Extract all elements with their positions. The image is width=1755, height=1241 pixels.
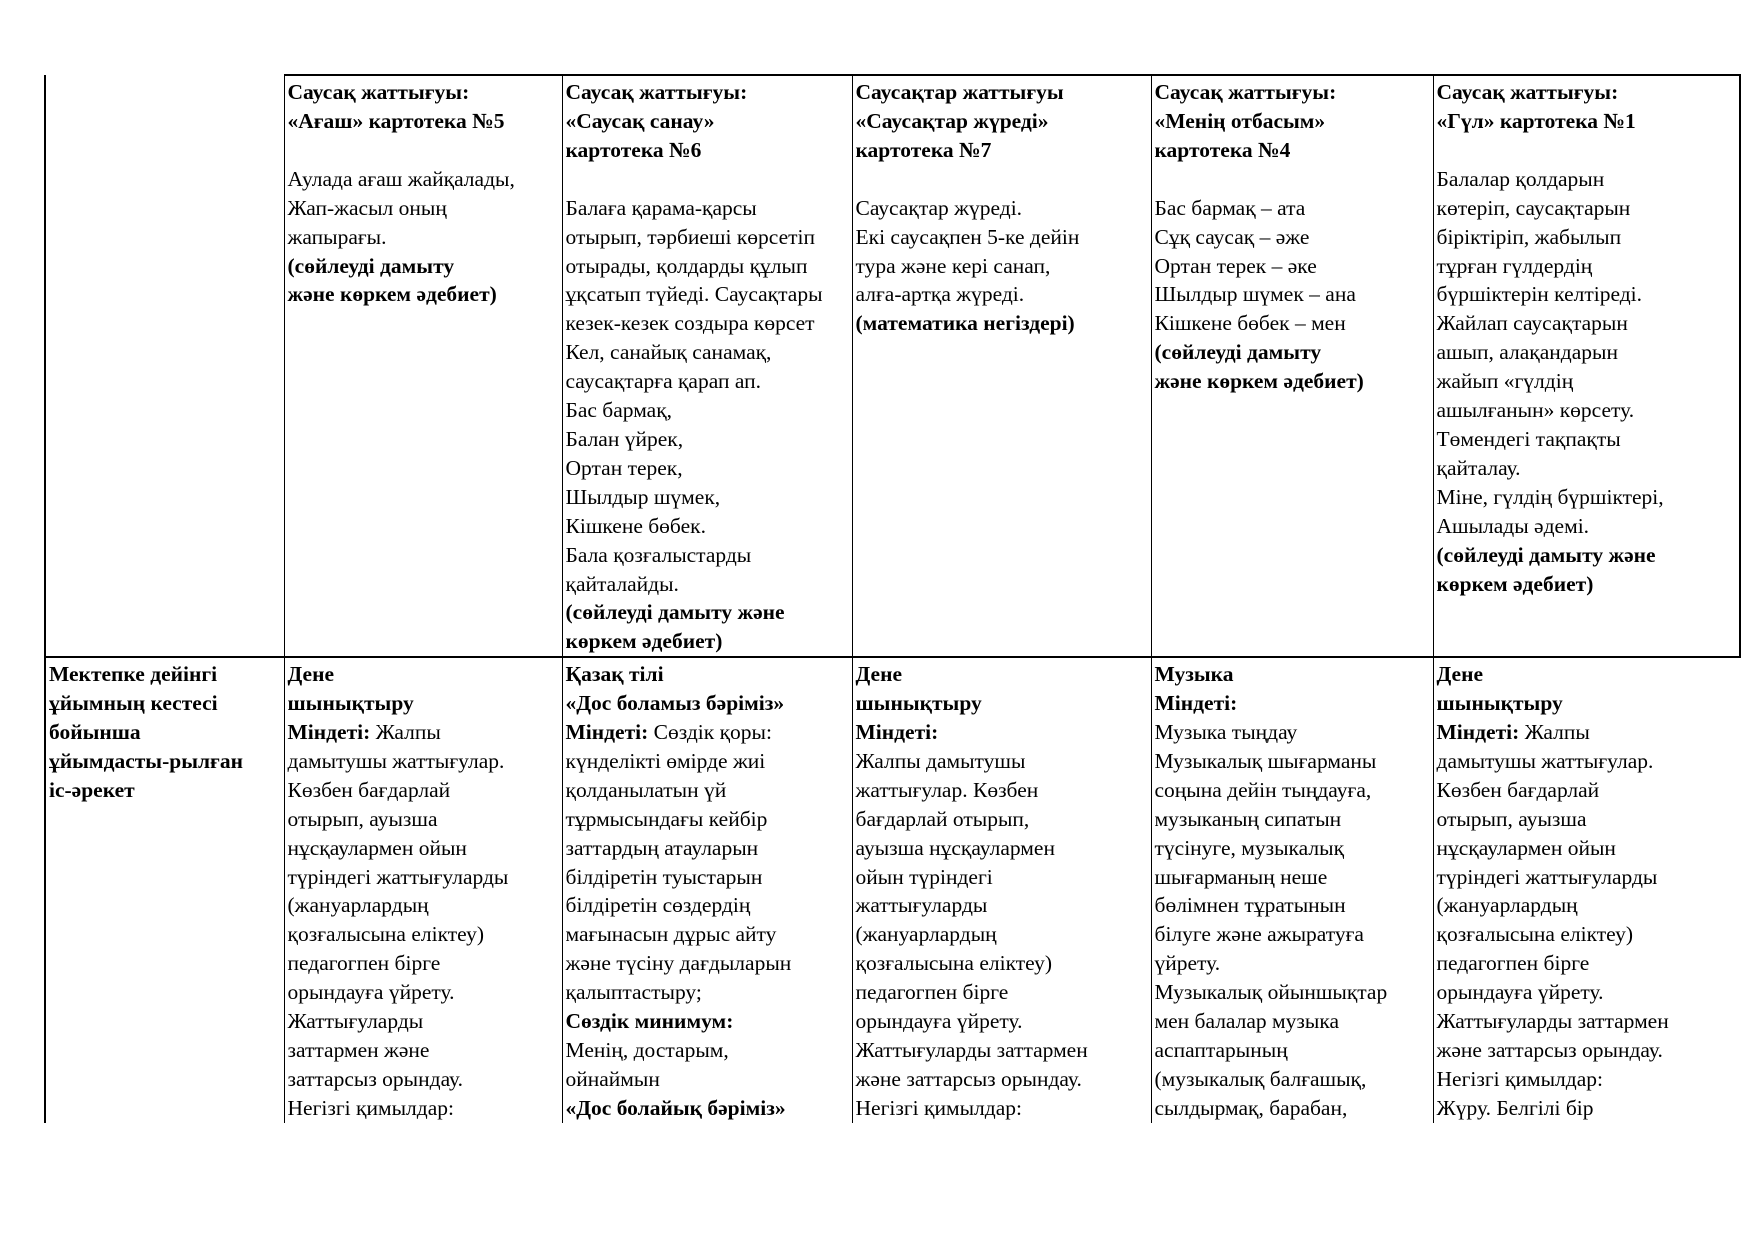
- exercise-text-line: жапырағы.: [287, 224, 387, 249]
- plain-text: заттармен және: [287, 1038, 430, 1062]
- activity-text-line: [288, 1036, 560, 1065]
- finger-exercise-cell-5: [1433, 75, 1740, 657]
- activity-text-line: [1437, 920, 1739, 949]
- finger-exercise-row: [45, 75, 1740, 657]
- plain-text: шығарманың неше: [1154, 864, 1328, 889]
- activity-cell-2: [562, 657, 852, 1123]
- exercise-text-line: қайталайды.: [565, 571, 679, 596]
- subject-tag-line: (математика негіздері): [855, 311, 1075, 336]
- subject-tag-line: (сөйлеуді дамыту және: [565, 600, 785, 625]
- plain-text: жаттығуларды: [855, 893, 988, 918]
- finger-exercise-cell-2: [562, 75, 852, 657]
- exercise-title-line: Саусақ жаттығуы:: [1436, 80, 1619, 104]
- blank-line: [288, 136, 560, 165]
- exercise-title-line: Саусақтар жаттығуы: [855, 80, 1064, 104]
- activity-text-line: [566, 1094, 850, 1123]
- finger-exercise-cell-1: [284, 75, 562, 657]
- bold-text: «Дос боламыз бәріміз»: [565, 691, 785, 716]
- activity-text-line: [288, 805, 560, 834]
- activity-text-line: [1155, 776, 1431, 805]
- plain-text: нұсқаулармен ойын: [287, 835, 467, 860]
- exercise-title-line: Саусақ жаттығуы:: [1154, 80, 1337, 104]
- activity-text-line: [1437, 718, 1739, 747]
- subject-tag-line: (сөйлеуді дамыту: [1154, 340, 1322, 365]
- exercise-text-line: алға-артқа жүреді.: [855, 282, 1025, 307]
- subject-tag-line: көркем әдебиет): [1436, 571, 1594, 596]
- plain-text: Жалпы: [370, 720, 441, 745]
- activity-text-line: [1437, 863, 1739, 892]
- plain-text: және заттарсыз орындау.: [1436, 1038, 1663, 1062]
- bold-text: Міндеті:: [1154, 691, 1238, 716]
- exercise-text-line: саусақтарға қарап ап.: [565, 369, 762, 394]
- row-label-line: Мектепке дейінгі: [49, 662, 218, 687]
- exercise-text-line: тура және кері санап,: [855, 253, 1051, 278]
- exercise-text-line: Кішкене бөбек – мен: [1154, 311, 1346, 336]
- plain-text: қозғалысына еліктеу): [855, 951, 1053, 976]
- plain-text: Музыка тыңдау: [1154, 720, 1298, 745]
- activity-text-line: [288, 891, 560, 920]
- activity-text-line: [288, 863, 560, 892]
- plain-text: отырып, ауызша: [287, 806, 438, 831]
- exercise-text-line: Бас бармақ,: [565, 398, 673, 423]
- activity-text-line: [566, 1065, 850, 1094]
- exercise-title-line: «Саусақ санау»: [565, 108, 715, 133]
- activity-text-line: [566, 1036, 850, 1065]
- plain-text: Көзбен бағдарлай: [287, 777, 451, 802]
- activity-text-line: [1437, 776, 1739, 805]
- activity-text-line: [856, 891, 1149, 920]
- activity-text-line: [856, 689, 1149, 718]
- activity-text-line: [1155, 978, 1431, 1007]
- bold-text: Міндеті:: [855, 720, 939, 745]
- plain-text: Негізгі қимылдар:: [855, 1095, 1022, 1120]
- bold-text: Дене: [855, 662, 903, 687]
- bold-text: Қазақ тілі: [565, 662, 664, 687]
- activity-text-line: [1155, 1036, 1431, 1065]
- plain-text: педагогпен бірге: [287, 951, 441, 976]
- plain-text: Көзбен бағдарлай: [1436, 777, 1600, 802]
- plain-text: және заттарсыз орындау.: [855, 1066, 1082, 1091]
- activity-text-line: [288, 978, 560, 1007]
- plain-text: музыканың сипатын: [1154, 806, 1342, 831]
- plain-text: Жалпы: [1519, 720, 1590, 745]
- activity-text-line: [856, 1094, 1149, 1123]
- exercise-text-line: Шылдыр шүмек – ана: [1154, 282, 1356, 307]
- activity-text-line: [566, 660, 850, 689]
- exercise-text-line: Аулада ағаш жайқалады,: [287, 166, 515, 191]
- finger-exercise-cell-3: [852, 75, 1151, 657]
- activity-text-line: [566, 718, 850, 747]
- exercise-text-line: тұрған гүлдердің: [1436, 253, 1593, 278]
- bold-text: Музыка: [1154, 662, 1234, 687]
- activity-text-line: [288, 1094, 560, 1123]
- exercise-text-line: Шылдыр шүмек,: [565, 484, 721, 509]
- activity-text-line: [566, 949, 850, 978]
- plain-text: орындауға үйрету.: [1436, 980, 1604, 1005]
- exercise-text-line: отырып, тәрбиеші көрсетіп: [565, 224, 816, 249]
- activity-text-line: [856, 805, 1149, 834]
- activity-text-line: [1155, 891, 1431, 920]
- plain-text: заттардың атауларын: [565, 835, 759, 860]
- activity-text-line: [856, 776, 1149, 805]
- activity-text-line: [856, 978, 1149, 1007]
- activity-text-line: [1155, 949, 1431, 978]
- activity-text-line: [566, 834, 850, 863]
- activity-cell-3: [852, 657, 1151, 1123]
- bold-text: «Дос болайық бәріміз»: [565, 1095, 786, 1120]
- exercise-text-line: Міне, гүлдің бүршіктері,: [1436, 484, 1664, 509]
- exercise-title-line: картотека №7: [855, 137, 992, 162]
- plain-text: мағынасын дұрыс айту: [565, 922, 777, 947]
- plain-text: Сөздік қоры:: [648, 720, 772, 745]
- blank-line: [1155, 165, 1431, 194]
- activity-text-line: [1155, 1094, 1431, 1123]
- activity-text-line: [1155, 834, 1431, 863]
- exercise-title-line: картотека №6: [565, 137, 702, 162]
- activity-text-line: [856, 718, 1149, 747]
- plain-text: (жануарлардың: [287, 893, 429, 918]
- activity-text-line: [1437, 689, 1739, 718]
- bold-text: Сөздік минимум:: [565, 1009, 734, 1034]
- plain-text: Менің, достарым,: [565, 1038, 729, 1062]
- row-label-line: іс-әрекет: [49, 777, 135, 802]
- activity-text-line: [288, 1065, 560, 1094]
- exercise-text-line: қайталау.: [1436, 455, 1521, 480]
- subject-tag-line: көркем әдебиет): [565, 629, 723, 654]
- plain-text: соңына дейін тыңдауға,: [1154, 777, 1372, 802]
- row-label-line: ұйымның кестесі: [49, 691, 218, 716]
- plain-text: Жүру. Белгілі бір: [1436, 1095, 1594, 1120]
- exercise-title-line: «Саусақтар жүреді»: [855, 108, 1049, 133]
- activity-text-line: [1155, 689, 1431, 718]
- activity-text-line: [288, 1007, 560, 1036]
- exercise-text-line: Жап-жасыл оның: [287, 195, 447, 220]
- exercise-text-line: Сұқ саусақ – әже: [1154, 224, 1310, 249]
- bold-text: Міндеті:: [565, 720, 649, 745]
- subject-tag-line: (сөйлеуді дамыту: [287, 253, 455, 278]
- activity-text-line: [566, 805, 850, 834]
- exercise-text-line: Бала қозғалыстарды: [565, 542, 752, 567]
- activity-text-line: [288, 747, 560, 776]
- plain-text: Негізгі қимылдар:: [1436, 1066, 1603, 1091]
- plain-text: қалыптастыру;: [565, 980, 702, 1005]
- activity-text-line: [856, 1065, 1149, 1094]
- plain-text: педагогпен бірге: [1436, 951, 1590, 976]
- activity-text-line: [856, 863, 1149, 892]
- exercise-text-line: Бас бармақ – ата: [1154, 195, 1306, 220]
- plain-text: заттарсыз орындау.: [287, 1066, 463, 1091]
- bold-text: Дене: [287, 662, 335, 687]
- activity-text-line: [1155, 1065, 1431, 1094]
- plain-text: отырып, ауызша: [1436, 806, 1587, 831]
- activity-text-line: [566, 978, 850, 1007]
- activity-text-line: [856, 1007, 1149, 1036]
- exercise-text-line: Балан үйрек,: [565, 426, 684, 451]
- activity-text-line: [1437, 1036, 1739, 1065]
- exercise-text-line: көтеріп, саусақтарын: [1436, 195, 1631, 220]
- exercise-text-line: Жайлап саусақтарын: [1436, 311, 1628, 336]
- plain-text: ойын түріндегі: [855, 864, 993, 889]
- plain-text: Жаттығуларды: [287, 1009, 424, 1034]
- plain-text: (жануарлардың: [1436, 893, 1578, 918]
- activity-text-line: [288, 834, 560, 863]
- blank-line: [856, 165, 1149, 194]
- row-label-cell: [45, 657, 284, 1123]
- row-label-line: ұйымдасты-рылған: [49, 748, 243, 773]
- plain-text: (жануарлардың: [855, 922, 997, 947]
- exercise-title-line: Саусақ жаттығуы:: [287, 80, 470, 104]
- activity-text-line: [1437, 978, 1739, 1007]
- activity-text-line: [1437, 660, 1739, 689]
- activity-text-line: [1155, 805, 1431, 834]
- activity-text-line: [1155, 863, 1431, 892]
- activity-text-line: [1155, 718, 1431, 747]
- blank-line: [566, 165, 850, 194]
- plain-text: сылдырмақ, барабан,: [1154, 1095, 1348, 1120]
- activity-text-line: [1437, 949, 1739, 978]
- bold-text: шынықтыру: [1436, 691, 1563, 716]
- activity-text-line: [566, 920, 850, 949]
- activity-text-line: [566, 747, 850, 776]
- activity-text-line: [856, 834, 1149, 863]
- plain-text: жаттығулар. Көзбен: [855, 777, 1039, 802]
- activity-text-line: [856, 920, 1149, 949]
- plain-text: білдіретін туыстарын: [565, 864, 763, 889]
- exercise-title-line: Саусақ жаттығуы:: [565, 80, 748, 104]
- exercise-title-line: картотека №4: [1154, 137, 1291, 162]
- activity-text-line: [1155, 920, 1431, 949]
- plain-text: қолданылатын үй: [565, 777, 727, 802]
- activity-text-line: [1437, 1094, 1739, 1123]
- plain-text: бөлімнен тұратынын: [1154, 893, 1346, 918]
- exercise-text-line: кезек-кезек создыра көрсет: [565, 311, 815, 336]
- exercise-text-line: ашып, алақандарын: [1436, 340, 1618, 365]
- plain-text: түріндегі жаттығуларды: [287, 864, 509, 889]
- plain-text: күнделікті өмірде жиі: [565, 748, 766, 773]
- exercise-text-line: біріктіріп, жабылып: [1436, 224, 1622, 249]
- plain-text: орындауға үйрету.: [855, 1009, 1023, 1034]
- plain-text: мен балалар музыка: [1154, 1009, 1340, 1034]
- activity-text-line: [1437, 891, 1739, 920]
- bold-text: Міндеті:: [287, 720, 371, 745]
- exercise-title-line: «Ағаш» картотека №5: [287, 108, 505, 133]
- activity-text-line: [1155, 1007, 1431, 1036]
- exercise-text-line: ұқсатып түйеді. Саусақтары: [565, 282, 823, 307]
- subject-tag-line: және көркем әдебиет): [287, 282, 497, 307]
- row-label-line: бойынша: [49, 720, 141, 745]
- activity-cell-4: [1151, 657, 1433, 1123]
- activity-text-line: [288, 718, 560, 747]
- exercise-text-line: Ортан терек,: [565, 455, 683, 480]
- finger-exercise-cell-4: [1151, 75, 1433, 657]
- plain-text: дамытушы жаттығулар.: [1436, 748, 1654, 773]
- exercise-text-line: Ортан терек – әке: [1154, 253, 1317, 278]
- organized-activity-row: [45, 657, 1740, 1123]
- exercise-title-line: «Менің отбасым»: [1154, 108, 1326, 133]
- exercise-text-line: Саусақтар жүреді.: [855, 195, 1023, 220]
- exercise-text-line: ашылғанын» көрсету.: [1436, 398, 1635, 423]
- bold-text: шынықтыру: [287, 691, 414, 716]
- activity-cell-1: [284, 657, 562, 1123]
- plain-text: Жалпы дамытушы: [855, 748, 1026, 773]
- plain-text: Музыкалық шығарманы: [1154, 748, 1377, 773]
- document-page: [44, 74, 1739, 1123]
- plain-text: үйрету.: [1154, 951, 1221, 976]
- plain-text: Жаттығуларды заттармен: [1436, 1009, 1669, 1034]
- plain-text: түріндегі жаттығуларды: [1436, 864, 1658, 889]
- plan-table: [44, 74, 1741, 1123]
- activity-text-line: [1155, 660, 1431, 689]
- plain-text: Негізгі қимылдар:: [287, 1095, 454, 1120]
- plain-text: тұрмысындағы кейбір: [565, 806, 768, 831]
- exercise-text-line: Ашылады әдемі.: [1436, 513, 1590, 538]
- activity-text-line: [1437, 834, 1739, 863]
- activity-text-line: [1437, 1065, 1739, 1094]
- activity-text-line: [288, 660, 560, 689]
- blank-line: [1437, 136, 1738, 165]
- subject-tag-line: және көркем әдебиет): [1154, 369, 1364, 394]
- activity-text-line: [1155, 747, 1431, 776]
- exercise-text-line: Екі саусақпен 5-ке дейін: [855, 224, 1080, 249]
- plain-text: білуге және ажыратуға: [1154, 922, 1364, 947]
- activity-text-line: [566, 1007, 850, 1036]
- bold-text: Міндеті:: [1436, 720, 1520, 745]
- activity-text-line: [856, 747, 1149, 776]
- activity-text-line: [856, 1036, 1149, 1065]
- plain-text: түсінуге, музыкалық: [1154, 835, 1345, 860]
- activity-text-line: [566, 863, 850, 892]
- plain-text: дамытушы жаттығулар.: [287, 748, 505, 773]
- activity-text-line: [288, 776, 560, 805]
- bold-text: Дене: [1436, 662, 1484, 687]
- activity-text-line: [288, 949, 560, 978]
- plain-text: қозғалысына еліктеу): [1436, 922, 1634, 947]
- activity-text-line: [856, 660, 1149, 689]
- plain-text: Музыкалық ойыншықтар: [1154, 980, 1388, 1005]
- activity-cell-5: [1433, 657, 1740, 1123]
- subject-tag-line: (сөйлеуді дамыту және: [1436, 542, 1656, 567]
- plain-text: білдіретін сөздердің: [565, 893, 751, 918]
- activity-text-line: [566, 776, 850, 805]
- activity-text-line: [566, 891, 850, 920]
- exercise-text-line: Балалар қолдарын: [1436, 166, 1605, 191]
- exercise-title-line: «Гүл» картотека №1: [1436, 108, 1636, 133]
- exercise-text-line: жайып «гүлдің: [1436, 369, 1574, 394]
- plain-text: ойнаймын: [565, 1066, 660, 1091]
- activity-text-line: [288, 689, 560, 718]
- plain-text: Жаттығуларды заттармен: [855, 1038, 1088, 1062]
- plain-text: нұсқаулармен ойын: [1436, 835, 1616, 860]
- exercise-text-line: отырады, қолдарды құлып: [565, 253, 808, 278]
- plain-text: ауызша нұсқаулармен: [855, 835, 1055, 860]
- plain-text: бағдарлай отырып,: [855, 806, 1030, 831]
- activity-text-line: [1437, 747, 1739, 776]
- activity-text-line: [566, 689, 850, 718]
- plain-text: орындауға үйрету.: [287, 980, 455, 1005]
- plain-text: педагогпен бірге: [855, 980, 1009, 1005]
- bold-text: шынықтыру: [855, 691, 982, 716]
- plain-text: қозғалысына еліктеу): [287, 922, 485, 947]
- activity-text-line: [288, 920, 560, 949]
- exercise-text-line: Кел, санайық санамақ,: [565, 340, 772, 365]
- activity-text-line: [1437, 805, 1739, 834]
- plain-text: және түсіну дағдыларын: [565, 951, 792, 976]
- row-label-cell: [45, 75, 284, 657]
- exercise-text-line: бүршіктерін келтіреді.: [1436, 282, 1643, 307]
- plain-text: (музыкалық балғашық,: [1154, 1066, 1367, 1091]
- exercise-text-line: Кішкене бөбек.: [565, 513, 706, 538]
- plain-text: аспаптарының: [1154, 1038, 1288, 1062]
- activity-text-line: [856, 949, 1149, 978]
- activity-text-line: [1437, 1007, 1739, 1036]
- exercise-text-line: Балаға қарама-қарсы: [565, 195, 757, 220]
- exercise-text-line: Төмендегі тақпақты: [1436, 426, 1621, 451]
